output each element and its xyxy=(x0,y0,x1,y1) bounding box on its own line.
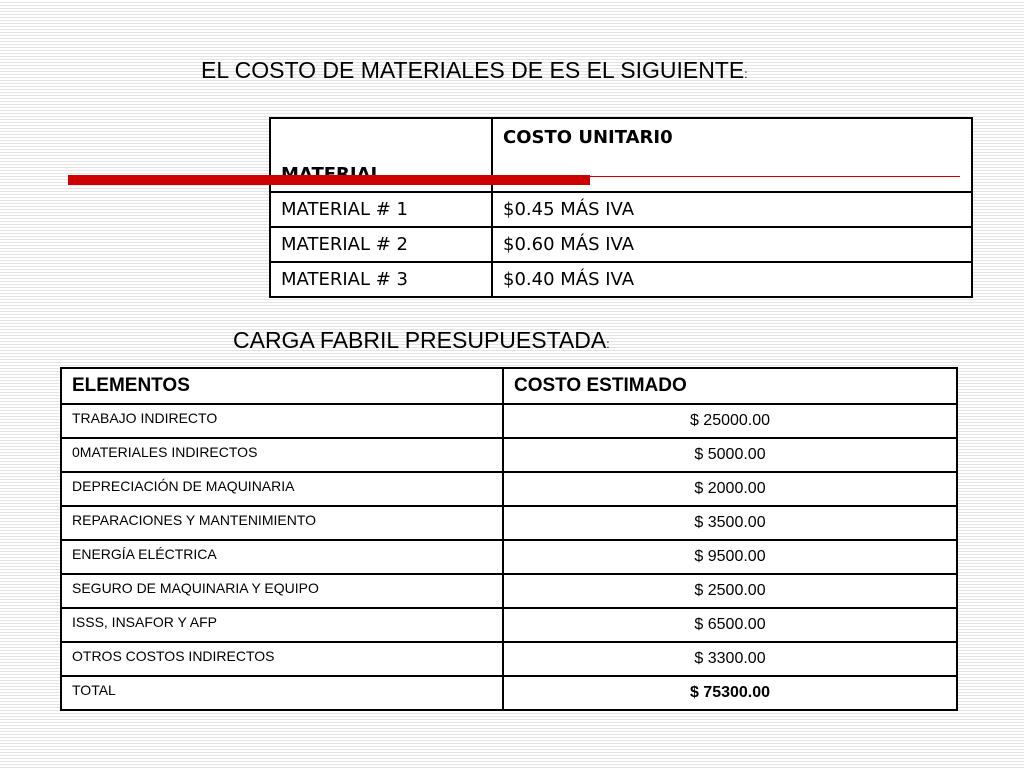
table-row xyxy=(270,227,972,262)
table-row xyxy=(61,540,957,574)
materials-table xyxy=(269,117,973,298)
element-cost-cell: $ 3500.00 xyxy=(503,506,957,540)
element-name-cell: ISSS, INSAFOR Y AFP xyxy=(61,608,503,642)
element-name-cell: 0MATERIALES INDIRECTOS xyxy=(61,438,503,472)
material-name-cell: MATERIAL # 3 xyxy=(270,262,492,297)
materials-header-cost: COSTO UNITARI0 xyxy=(492,118,972,192)
total-row xyxy=(61,676,957,710)
table-row xyxy=(270,262,972,297)
element-cost-cell: $ 3300.00 xyxy=(503,642,957,676)
red-accent-bar xyxy=(68,175,590,185)
table-row xyxy=(61,642,957,676)
element-cost-cell: $ 5000.00 xyxy=(503,438,957,472)
element-cost-cell: $ 2500.00 xyxy=(503,574,957,608)
carga-title xyxy=(233,327,610,354)
table-row xyxy=(61,404,957,438)
carga-header-elementos: ELEMENTOS xyxy=(61,368,503,404)
element-name-cell: ENERGÍA ELÉCTRICA xyxy=(61,540,503,574)
table-row xyxy=(61,438,957,472)
materials-title-text: EL COSTO DE MATERIALES DE ES EL SIGUIENTE xyxy=(201,57,745,83)
carga-header-costo: COSTO ESTIMADO xyxy=(503,368,957,404)
table-row xyxy=(270,192,972,227)
total-label-cell: TOTAL xyxy=(61,676,503,710)
material-cost-cell: $0.40 MÁS IVA xyxy=(492,262,972,297)
table-row xyxy=(61,472,957,506)
table-row xyxy=(61,574,957,608)
element-cost-cell: $ 25000.00 xyxy=(503,404,957,438)
red-accent-line xyxy=(590,176,960,177)
material-name-cell: MATERIAL # 2 xyxy=(270,227,492,262)
carga-title-colon: : xyxy=(606,337,610,351)
element-name-cell: SEGURO DE MAQUINARIA Y EQUIPO xyxy=(61,574,503,608)
element-name-cell: TRABAJO INDIRECTO xyxy=(61,404,503,438)
materials-title xyxy=(201,57,748,84)
carga-fabril-table xyxy=(60,367,958,711)
material-cost-cell: $0.45 MÁS IVA xyxy=(492,192,972,227)
element-name-cell: REPARACIONES Y MANTENIMIENTO xyxy=(61,506,503,540)
table-row xyxy=(61,608,957,642)
carga-title-text: CARGA FABRIL PRESUPUESTADA xyxy=(233,327,607,353)
material-cost-cell: $0.60 MÁS IVA xyxy=(492,227,972,262)
table-row xyxy=(61,506,957,540)
element-name-cell: OTROS COSTOS INDIRECTOS xyxy=(61,642,503,676)
element-cost-cell: $ 6500.00 xyxy=(503,608,957,642)
material-name-cell: MATERIAL # 1 xyxy=(270,192,492,227)
element-name-cell: DEPRECIACIÓN DE MAQUINARIA xyxy=(61,472,503,506)
element-cost-cell: $ 9500.00 xyxy=(503,540,957,574)
materials-title-colon: : xyxy=(744,67,748,81)
total-cost-cell: $ 75300.00 xyxy=(503,676,957,710)
element-cost-cell: $ 2000.00 xyxy=(503,472,957,506)
carga-header-row xyxy=(61,368,957,404)
